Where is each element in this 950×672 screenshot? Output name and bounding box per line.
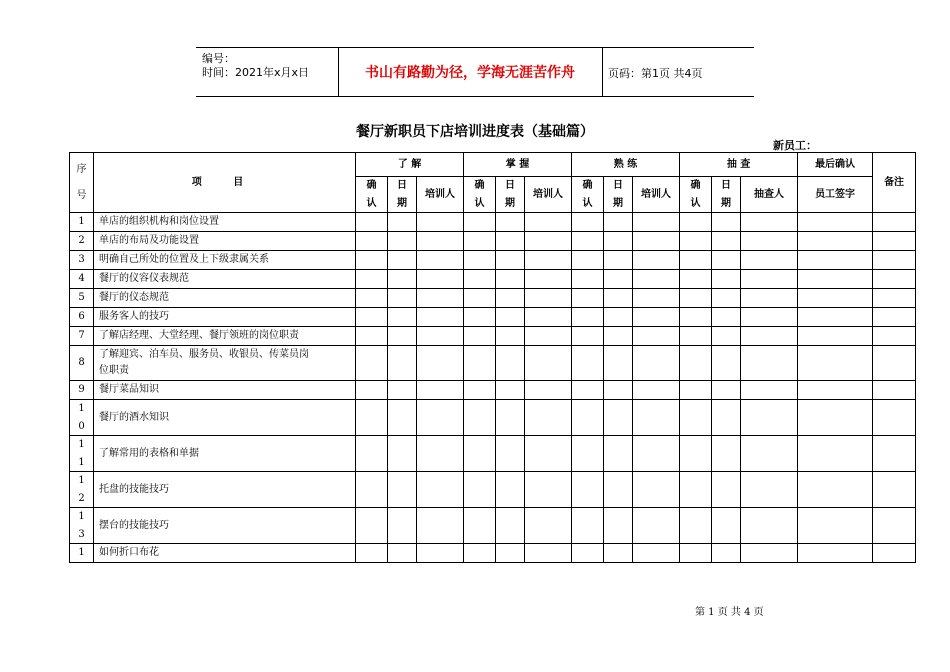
entry-cell[interactable]: [356, 251, 388, 270]
entry-cell[interactable]: [873, 544, 916, 563]
entry-cell[interactable]: [741, 327, 798, 346]
subheader-checker: 抽查人: [741, 177, 798, 213]
entry-cell[interactable]: [680, 289, 712, 308]
entry-cell[interactable]: [741, 436, 798, 472]
entry-cell[interactable]: [633, 327, 680, 346]
entry-cell[interactable]: [604, 270, 633, 289]
entry-cell[interactable]: [572, 381, 604, 400]
entry-cell[interactable]: [712, 508, 741, 544]
entry-cell[interactable]: [496, 436, 525, 472]
entry-cell[interactable]: [388, 270, 417, 289]
entry-cell[interactable]: [464, 327, 496, 346]
group-header-understand: 了 解: [356, 153, 464, 177]
entry-cell[interactable]: [798, 544, 873, 563]
remarks-header: 备注: [873, 153, 916, 213]
entry-cell[interactable]: [525, 381, 572, 400]
row-item: 餐厅的仪态规范: [94, 289, 356, 308]
entry-cell[interactable]: [873, 472, 916, 508]
row-number: 4: [70, 270, 94, 289]
entry-cell[interactable]: [572, 544, 604, 563]
entry-cell[interactable]: [525, 544, 572, 563]
entry-cell[interactable]: [464, 346, 496, 381]
final-sign-header: 员工签字: [798, 177, 873, 213]
entry-cell[interactable]: [356, 232, 388, 251]
row-number: 8: [70, 346, 94, 381]
entry-cell[interactable]: [572, 508, 604, 544]
entry-cell[interactable]: [712, 436, 741, 472]
entry-cell[interactable]: [873, 346, 916, 381]
entry-cell[interactable]: [464, 270, 496, 289]
entry-cell[interactable]: [525, 251, 572, 270]
entry-cell[interactable]: [680, 213, 712, 232]
entry-cell[interactable]: [741, 472, 798, 508]
entry-cell[interactable]: [356, 270, 388, 289]
entry-cell[interactable]: [633, 381, 680, 400]
entry-cell[interactable]: [388, 251, 417, 270]
entry-cell[interactable]: [496, 508, 525, 544]
entry-cell[interactable]: [633, 436, 680, 472]
entry-cell[interactable]: [680, 308, 712, 327]
entry-cell[interactable]: [798, 508, 873, 544]
entry-cell[interactable]: [798, 270, 873, 289]
entry-cell[interactable]: [572, 400, 604, 436]
subheader-date: 日 期: [388, 177, 417, 213]
entry-cell[interactable]: [464, 213, 496, 232]
entry-cell[interactable]: [356, 346, 388, 381]
entry-cell[interactable]: [604, 213, 633, 232]
entry-cell[interactable]: [604, 381, 633, 400]
entry-cell[interactable]: [633, 213, 680, 232]
entry-cell[interactable]: [873, 436, 916, 472]
row-item: 摆台的技能技巧: [94, 508, 356, 544]
entry-cell[interactable]: [604, 508, 633, 544]
entry-cell[interactable]: [388, 544, 417, 563]
entry-cell[interactable]: [633, 232, 680, 251]
entry-cell[interactable]: [712, 251, 741, 270]
subheader-date: 日 期: [712, 177, 741, 213]
entry-cell[interactable]: [417, 213, 464, 232]
entry-cell[interactable]: [572, 232, 604, 251]
entry-cell[interactable]: [496, 270, 525, 289]
row-item: 服务客人的技巧: [94, 308, 356, 327]
table-row: [70, 381, 916, 400]
table-row: [70, 289, 916, 308]
entry-cell[interactable]: [873, 232, 916, 251]
entry-cell[interactable]: [464, 400, 496, 436]
entry-cell[interactable]: [572, 346, 604, 381]
entry-cell[interactable]: [417, 232, 464, 251]
entry-cell[interactable]: [873, 327, 916, 346]
number-label: 编号：: [202, 52, 235, 65]
subheader-trainer: 培训人: [417, 177, 464, 213]
entry-cell[interactable]: [604, 289, 633, 308]
group-header-spot-check: 抽 查: [680, 153, 798, 177]
entry-cell[interactable]: [525, 472, 572, 508]
entry-cell[interactable]: [712, 346, 741, 381]
entry-cell[interactable]: [496, 251, 525, 270]
entry-cell[interactable]: [604, 472, 633, 508]
item-header: 项 目: [94, 153, 356, 213]
entry-cell[interactable]: [604, 251, 633, 270]
entry-cell[interactable]: [604, 436, 633, 472]
entry-cell[interactable]: [680, 436, 712, 472]
entry-cell[interactable]: [417, 270, 464, 289]
row-item: 了解常用的表格和单据: [94, 436, 356, 472]
entry-cell[interactable]: [798, 308, 873, 327]
entry-cell[interactable]: [680, 508, 712, 544]
header-motto: 书山有路勤为径，学海无涯苦作舟: [365, 65, 575, 81]
entry-cell[interactable]: [741, 270, 798, 289]
subheader-confirm: 确 认: [356, 177, 388, 213]
row-number: 6: [70, 308, 94, 327]
entry-cell[interactable]: [525, 400, 572, 436]
entry-cell[interactable]: [464, 508, 496, 544]
row-number: 5: [70, 289, 94, 308]
entry-cell[interactable]: [712, 213, 741, 232]
entry-cell[interactable]: [633, 346, 680, 381]
subheader-date: 日 期: [496, 177, 525, 213]
entry-cell[interactable]: [680, 472, 712, 508]
entry-cell[interactable]: [464, 472, 496, 508]
row-item: 餐厅的仪容仪表规范: [94, 270, 356, 289]
subheader-confirm: 确 认: [464, 177, 496, 213]
entry-cell[interactable]: [680, 327, 712, 346]
entry-cell[interactable]: [604, 232, 633, 251]
entry-cell[interactable]: [741, 381, 798, 400]
entry-cell[interactable]: [741, 308, 798, 327]
entry-cell[interactable]: [798, 289, 873, 308]
table-row: [70, 472, 916, 508]
entry-cell[interactable]: [633, 308, 680, 327]
entry-cell[interactable]: [798, 400, 873, 436]
entry-cell[interactable]: [496, 308, 525, 327]
entry-cell[interactable]: [388, 381, 417, 400]
entry-cell[interactable]: [356, 472, 388, 508]
entry-cell[interactable]: [798, 346, 873, 381]
group-header-master: 掌 握: [464, 153, 572, 177]
entry-cell[interactable]: [873, 508, 916, 544]
entry-cell[interactable]: [572, 270, 604, 289]
entry-cell[interactable]: [633, 400, 680, 436]
entry-cell[interactable]: [417, 544, 464, 563]
document-header: [196, 47, 754, 97]
entry-cell[interactable]: [873, 400, 916, 436]
entry-cell[interactable]: [464, 308, 496, 327]
row-item: 了解迎宾、泊车员、服务员、收银员、传菜员岗 位职责: [94, 346, 356, 381]
entry-cell[interactable]: [388, 327, 417, 346]
entry-cell[interactable]: [388, 308, 417, 327]
entry-cell[interactable]: [356, 289, 388, 308]
entry-cell[interactable]: [680, 270, 712, 289]
entry-cell[interactable]: [388, 232, 417, 251]
entry-cell[interactable]: [798, 327, 873, 346]
header-page-info: 页码：第1页 共4页: [608, 67, 703, 80]
entry-cell[interactable]: [712, 232, 741, 251]
entry-cell[interactable]: [464, 544, 496, 563]
entry-cell[interactable]: [417, 472, 464, 508]
row-item: 餐厅的酒水知识: [94, 400, 356, 436]
entry-cell[interactable]: [873, 270, 916, 289]
entry-cell[interactable]: [464, 251, 496, 270]
entry-cell[interactable]: [417, 251, 464, 270]
entry-cell[interactable]: [388, 508, 417, 544]
new-employee-label: 新员工：: [773, 139, 817, 152]
row-item: 托盘的技能技巧: [94, 472, 356, 508]
entry-cell[interactable]: [525, 213, 572, 232]
entry-cell[interactable]: [680, 251, 712, 270]
entry-cell[interactable]: [417, 308, 464, 327]
entry-cell[interactable]: [798, 472, 873, 508]
row-number: 7: [70, 327, 94, 346]
entry-cell[interactable]: [356, 544, 388, 563]
subheader-trainer: 培训人: [525, 177, 572, 213]
entry-cell[interactable]: [741, 544, 798, 563]
entry-cell[interactable]: [496, 381, 525, 400]
entry-cell[interactable]: [388, 346, 417, 381]
row-item: 了解店经理、大堂经理、餐厅领班的岗位职责: [94, 327, 356, 346]
table-row: [70, 346, 916, 381]
entry-cell[interactable]: [604, 308, 633, 327]
entry-cell[interactable]: [680, 381, 712, 400]
entry-cell[interactable]: [417, 400, 464, 436]
entry-cell[interactable]: [633, 251, 680, 270]
entry-cell[interactable]: [680, 232, 712, 251]
entry-cell[interactable]: [741, 289, 798, 308]
entry-cell[interactable]: [712, 544, 741, 563]
entry-cell[interactable]: [356, 436, 388, 472]
entry-cell[interactable]: [873, 289, 916, 308]
entry-cell[interactable]: [496, 327, 525, 346]
entry-cell[interactable]: [572, 289, 604, 308]
entry-cell[interactable]: [741, 232, 798, 251]
entry-cell[interactable]: [356, 213, 388, 232]
entry-cell[interactable]: [388, 400, 417, 436]
entry-cell[interactable]: [388, 472, 417, 508]
entry-cell[interactable]: [798, 232, 873, 251]
entry-cell[interactable]: [712, 400, 741, 436]
entry-cell[interactable]: [873, 213, 916, 232]
entry-cell[interactable]: [604, 327, 633, 346]
entry-cell[interactable]: [525, 436, 572, 472]
table-row: [70, 232, 916, 251]
entry-cell[interactable]: [525, 508, 572, 544]
entry-cell[interactable]: [680, 400, 712, 436]
entry-cell[interactable]: [873, 381, 916, 400]
entry-cell[interactable]: [388, 213, 417, 232]
entry-cell[interactable]: [356, 308, 388, 327]
entry-cell[interactable]: [712, 308, 741, 327]
entry-cell[interactable]: [604, 400, 633, 436]
table-row: [70, 270, 916, 289]
row-item: 单店的布局及功能设置: [94, 232, 356, 251]
entry-cell[interactable]: [464, 436, 496, 472]
entry-cell[interactable]: [417, 436, 464, 472]
entry-cell[interactable]: [464, 289, 496, 308]
entry-cell[interactable]: [496, 289, 525, 308]
entry-cell[interactable]: [572, 213, 604, 232]
entry-cell[interactable]: [496, 232, 525, 251]
final-confirm-header: 最后确认: [798, 153, 873, 177]
page-title: 餐厅新职员下店培训进度表（基础篇）: [356, 124, 594, 140]
entry-cell[interactable]: [496, 400, 525, 436]
entry-cell[interactable]: [798, 381, 873, 400]
table-row: [70, 436, 916, 472]
row-number: 1 0: [70, 400, 94, 436]
entry-cell[interactable]: [525, 308, 572, 327]
entry-cell[interactable]: [712, 270, 741, 289]
table-row: [70, 327, 916, 346]
entry-cell[interactable]: [741, 508, 798, 544]
row-item: 餐厅菜品知识: [94, 381, 356, 400]
entry-cell[interactable]: [525, 346, 572, 381]
entry-cell[interactable]: [572, 327, 604, 346]
entry-cell[interactable]: [496, 213, 525, 232]
entry-cell[interactable]: [464, 381, 496, 400]
entry-cell[interactable]: [572, 308, 604, 327]
page-footer: 第 1 页 共 4 页: [695, 607, 764, 618]
entry-cell[interactable]: [388, 436, 417, 472]
entry-cell[interactable]: [417, 327, 464, 346]
entry-cell[interactable]: [525, 327, 572, 346]
entry-cell[interactable]: [873, 251, 916, 270]
subheader-confirm: 确 认: [572, 177, 604, 213]
entry-cell[interactable]: [417, 346, 464, 381]
entry-cell[interactable]: [356, 508, 388, 544]
entry-cell[interactable]: [798, 251, 873, 270]
entry-cell[interactable]: [633, 472, 680, 508]
seq-header: 序 号: [70, 153, 94, 213]
entry-cell[interactable]: [356, 327, 388, 346]
table-row: [70, 400, 916, 436]
entry-cell[interactable]: [712, 472, 741, 508]
entry-cell[interactable]: [496, 346, 525, 381]
table-row: [70, 251, 916, 270]
entry-cell[interactable]: [798, 213, 873, 232]
group-header-proficient: 熟 练: [572, 153, 680, 177]
entry-cell[interactable]: [712, 381, 741, 400]
table-row: [70, 213, 916, 232]
row-number: 1 1: [70, 436, 94, 472]
entry-cell[interactable]: [741, 346, 798, 381]
entry-cell[interactable]: [741, 213, 798, 232]
entry-cell[interactable]: [417, 381, 464, 400]
entry-cell[interactable]: [712, 289, 741, 308]
entry-cell[interactable]: [464, 232, 496, 251]
table-header-row: [70, 153, 916, 177]
entry-cell[interactable]: [572, 472, 604, 508]
entry-cell[interactable]: [572, 436, 604, 472]
row-number: 1: [70, 544, 94, 563]
entry-cell[interactable]: [712, 327, 741, 346]
row-item: 单店的组织机构和岗位设置: [94, 213, 356, 232]
table-row: [70, 508, 916, 544]
row-number: 9: [70, 381, 94, 400]
table-row: [70, 308, 916, 327]
subheader-confirm: 确 认: [680, 177, 712, 213]
training-progress-table: [69, 152, 916, 563]
entry-cell[interactable]: [356, 381, 388, 400]
row-item: 明确自己所处的位置及上下级隶属关系: [94, 251, 356, 270]
entry-cell[interactable]: [680, 544, 712, 563]
entry-cell[interactable]: [525, 289, 572, 308]
entry-cell[interactable]: [633, 270, 680, 289]
entry-cell[interactable]: [572, 251, 604, 270]
entry-cell[interactable]: [633, 289, 680, 308]
entry-cell[interactable]: [798, 436, 873, 472]
entry-cell[interactable]: [680, 346, 712, 381]
header-divider: [602, 48, 603, 96]
entry-cell[interactable]: [604, 544, 633, 563]
row-item: 如何折口布花: [94, 544, 356, 563]
entry-cell[interactable]: [633, 508, 680, 544]
row-number: 3: [70, 251, 94, 270]
entry-cell[interactable]: [388, 289, 417, 308]
entry-cell[interactable]: [525, 270, 572, 289]
row-number: 1 2: [70, 472, 94, 508]
subheader-date: 日 期: [604, 177, 633, 213]
entry-cell[interactable]: [741, 400, 798, 436]
subheader-trainer: 培训人: [633, 177, 680, 213]
entry-cell[interactable]: [873, 308, 916, 327]
row-number: 2: [70, 232, 94, 251]
entry-cell[interactable]: [496, 544, 525, 563]
entry-cell[interactable]: [525, 232, 572, 251]
header-meta: [202, 52, 309, 80]
entry-cell[interactable]: [417, 289, 464, 308]
table-row: [70, 544, 916, 563]
row-number: 1: [70, 213, 94, 232]
time-label: 时间：2021年x月x日: [202, 66, 310, 79]
entry-cell[interactable]: [604, 346, 633, 381]
entry-cell[interactable]: [741, 251, 798, 270]
row-number: 1 3: [70, 508, 94, 544]
entry-cell[interactable]: [356, 400, 388, 436]
entry-cell[interactable]: [417, 508, 464, 544]
entry-cell[interactable]: [496, 472, 525, 508]
entry-cell[interactable]: [633, 544, 680, 563]
